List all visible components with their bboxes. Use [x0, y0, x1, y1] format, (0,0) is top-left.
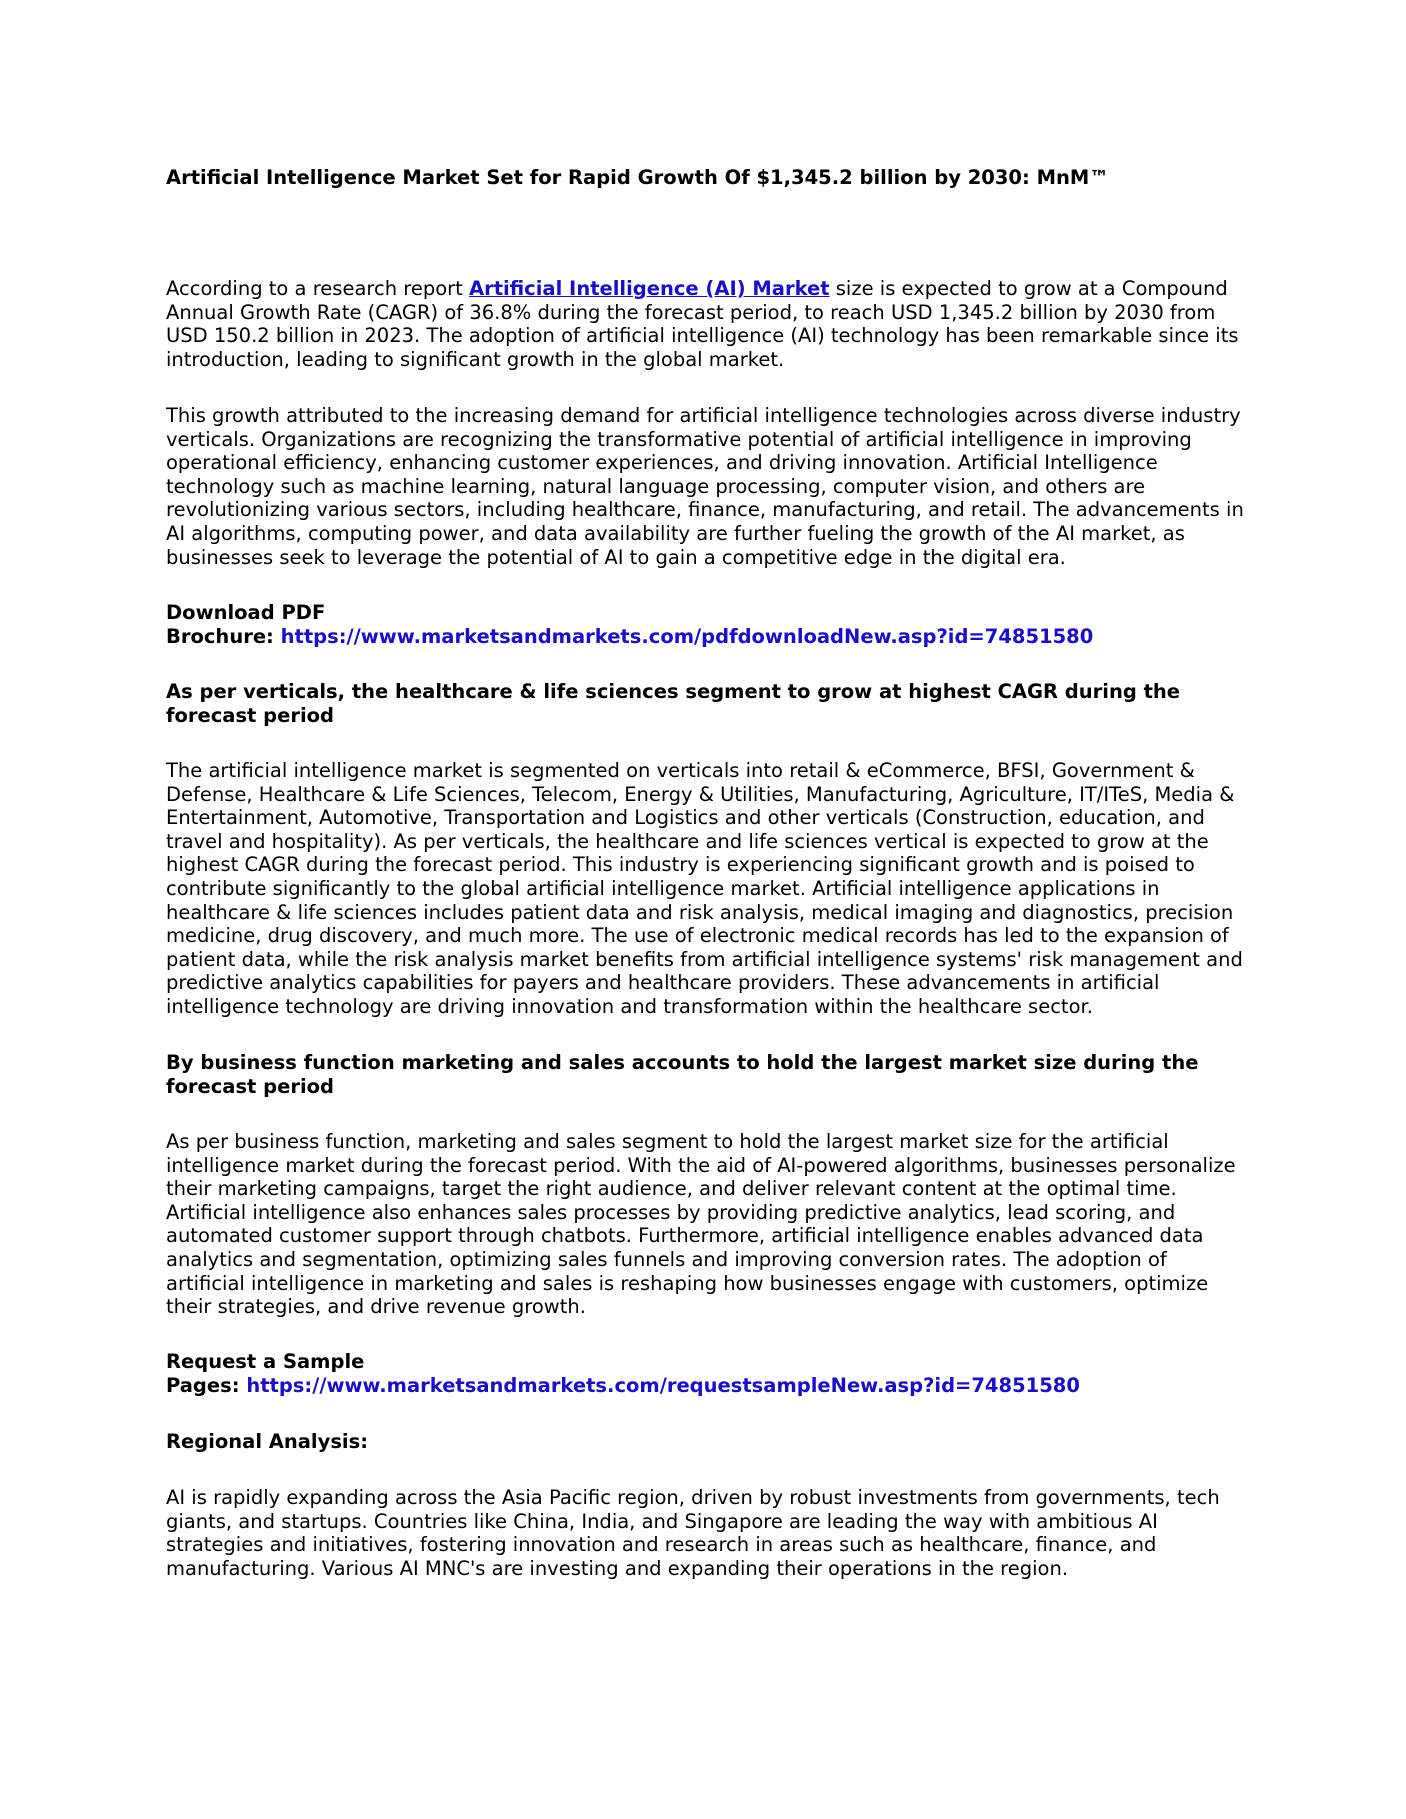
page-title: Artificial Intelligence Market Set for Rapid Growth Of $1,345.2 billion by 2030: MnM™: [166, 166, 1109, 189]
brochure-label: Brochure:: [166, 624, 281, 648]
business-function-heading: By business function marketing and sales accounts to hold the largest market size during the forecast period: [166, 1051, 1199, 1098]
regional-paragraph: AI is rapidly expanding across the Asia Pacific region, driven by robust investments from governments, tech giants, and startups. Countries like China, India, and Singapore are leading the way with ambitious AI strategies and initiatives, fostering innovation and research in areas such as healthcare, finance, and manufacturing. Various AI MNC's are investing and expanding their operations in the region.: [166, 1486, 1220, 1580]
pdf-download-link[interactable]: https://www.marketsandmarkets.com/pdfdownloadNew.asp?id=74851580: [280, 624, 1094, 648]
growth-paragraph: This growth attributed to the increasing demand for artificial intelligence technologies across diverse industry verticals. Organizations are recognizing the transformative potential of artificial intelligence in improving operational efficiency, enhancing customer experiences, and driving innovation. Artificial Intelligence technology such as machine learning, natural language processing, computer vision, and others are revolutionizing various sectors, including healthcare, finance, manufacturing, and retail. The advancements in AI algorithms, computing power, and data availability are further fueling the growth of the AI market, as businesses seek to leverage the potential of AI to gain a competitive edge in the digital era.: [166, 404, 1244, 569]
download-pdf-block: [166, 601, 1246, 648]
intro-suffix: size is expected to grow at a Compound Annual Growth Rate (CAGR) of 36.8% during the forecast period, to reach USD 1,345.2 billion by 2030 from USD 150.2 billion in 2023. The adoption of artificial intelligence (AI) technology has been remarkable since its introduction, leading to significant growth in the global market.: [166, 277, 1239, 371]
ai-market-link[interactable]: Artificial Intelligence (AI) Market: [469, 277, 830, 300]
verticals-heading: As per verticals, the healthcare & life sciences segment to grow at highest CAGR during the forecast period: [166, 680, 1180, 727]
download-pdf-label: Download PDF: [166, 601, 326, 624]
regional-heading: Regional Analysis:: [166, 1430, 369, 1453]
business-function-paragraph: As per business function, marketing and sales segment to hold the largest market size for the artificial intelligence market during the forecast period. With the aid of AI-powered algorithms, businesses personalize their marketing campaigns, target the right audience, and deliver relevant content at the optimal time. Artificial intelligence also enhances sales processes by providing predictive analytics, lead scoring, and automated customer support through chatbots. Furthermore, artificial intelligence enables advanced data analytics and segmentation, optimizing sales funnels and improving conversion rates. The adoption of artificial intelligence in marketing and sales is reshaping how businesses engage with customers, optimize their strategies, and drive revenue growth.: [166, 1130, 1236, 1319]
intro-paragraph: [166, 277, 1246, 371]
pages-label: Pages:: [166, 1373, 247, 1397]
request-sample-link[interactable]: https://www.marketsandmarkets.com/requestsampleNew.asp?id=74851580: [246, 1373, 1080, 1397]
request-sample-block: [166, 1350, 1246, 1397]
request-sample-label: Request a Sample: [166, 1350, 365, 1373]
verticals-paragraph: The artificial intelligence market is segmented on verticals into retail & eCommerce, BFSI, Government & Defense, Healthcare & Life Sciences, Telecom, Energy & Utilities, Manufacturing, Agriculture, IT/ITeS, Media & Entertainment, Automotive, Transportation and Logistics and other verticals (Construction, education, and travel and hospitality). As per verticals, the healthcare and life sciences vertical is expected to grow at the highest CAGR during the forecast period. This industry is experiencing significant growth and is poised to contribute significantly to the global artificial intelligence market. Artificial intelligence applications in healthcare & life sciences includes patient data and risk analysis, medical imaging and diagnostics, precision medicine, drug discovery, and much more. The use of electronic medical records has led to the expansion of patient data, while the risk analysis market benefits from artificial intelligence systems' risk management and predictive analytics capabilities for payers and healthcare providers. These advancements in artificial intelligence technology are driving innovation and transformation within the healthcare sector.: [166, 759, 1243, 1018]
intro-prefix: According to a research report: [166, 277, 470, 300]
